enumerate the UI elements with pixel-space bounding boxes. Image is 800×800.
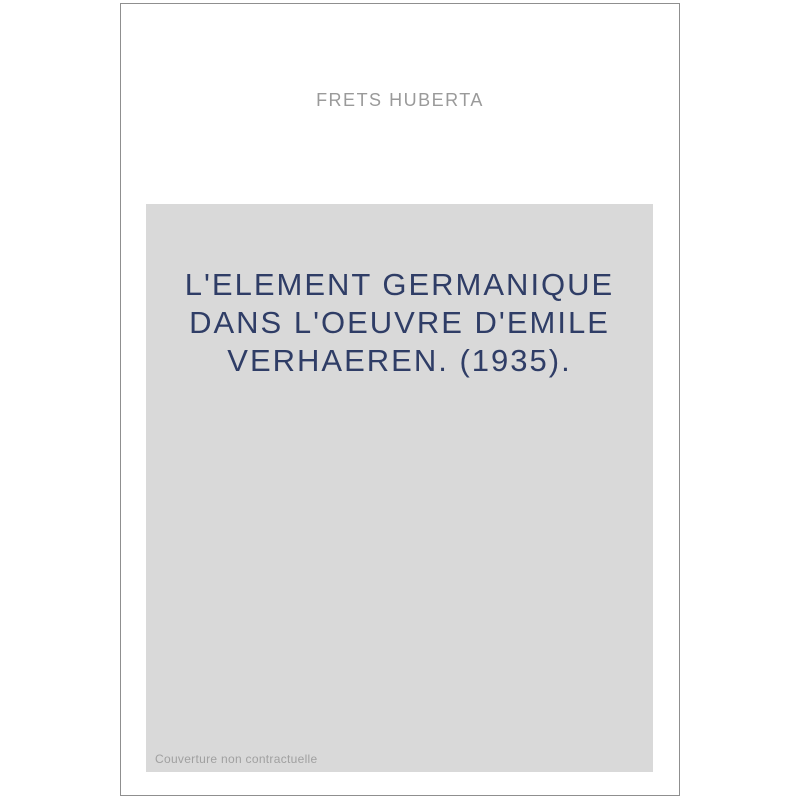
cover-disclaimer-note: Couverture non contractuelle <box>155 752 318 766</box>
book-title-line-1: L'ELEMENT GERMANIQUE <box>184 267 615 302</box>
book-title <box>146 266 653 380</box>
book-cover-page <box>120 3 680 796</box>
book-title-line-2: DANS L'OEUVRE D'EMILE <box>189 305 610 340</box>
author-name: FRETS HUBERTA <box>316 90 484 110</box>
book-title-line-3: VERHAEREN. (1935). <box>227 343 572 378</box>
cover-placeholder-box <box>146 204 653 772</box>
